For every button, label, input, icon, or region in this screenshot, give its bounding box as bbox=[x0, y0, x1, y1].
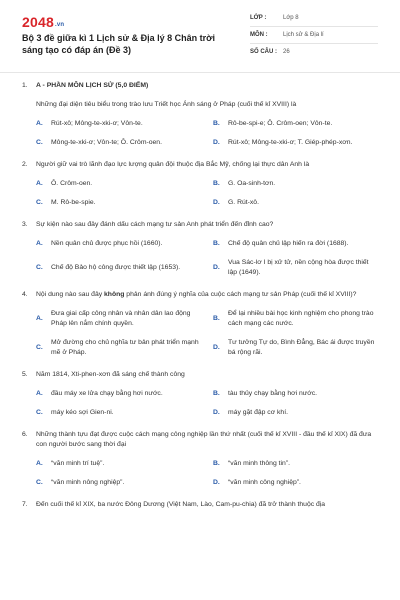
option-text: Mông-te-xki-ơ; Vôn-te; Ô. Crôm-oen. bbox=[51, 139, 162, 146]
option-text: Rút-xô; Mông-te-xki-ơ; Vôn-te. bbox=[51, 120, 143, 127]
option-a[interactable] bbox=[36, 239, 201, 249]
meta-value: 26 bbox=[283, 49, 290, 55]
option-text: G. Oa-sinh-tơn. bbox=[228, 180, 276, 187]
option-text: Chế độ quân chủ lập hiến ra đời (1688). bbox=[228, 240, 349, 247]
question-2 bbox=[22, 160, 378, 208]
option-text: Rút-xô; Mông-te-xki-ơ; T. Giép-phép-xơn. bbox=[228, 139, 353, 146]
option-text: Vua Sác-lơ I bị xử tử, nền cộng hòa được thiết lập (1649). bbox=[228, 259, 369, 276]
option-text: “văn minh công nghiệp”. bbox=[228, 479, 301, 486]
question-text-part: phản ánh đúng ý nghĩa của cuộc cách mạng tư sản Pháp (cuối thế kỉ XVIII)? bbox=[124, 291, 357, 298]
option-text: Chế độ Bảo hộ công được thiết lập (1653). bbox=[51, 264, 181, 271]
question-number: 1. bbox=[22, 82, 28, 89]
logo-text: 2048 bbox=[22, 14, 54, 30]
question-text: Năm 1814, Xti-phen-xơn đã sáng chế thành công bbox=[36, 371, 185, 378]
option-letter: D. bbox=[213, 479, 220, 486]
meta-row-count bbox=[250, 44, 378, 60]
option-letter: C. bbox=[36, 344, 43, 351]
meta-label: SỐ CÂU : bbox=[250, 49, 277, 55]
option-c[interactable] bbox=[36, 198, 201, 208]
option-text: Đưa giai cấp công nhân và nhân dân lao động Pháp lên nắm chính quyền. bbox=[51, 310, 191, 327]
question-7 bbox=[22, 500, 378, 510]
option-letter: B. bbox=[213, 240, 220, 247]
meta-info bbox=[250, 10, 378, 60]
question-number: 6. bbox=[22, 431, 28, 438]
question-text: Sự kiện nào sau đây đánh dấu cách mạng tư sản Anh phát triển đến đỉnh cao? bbox=[36, 221, 274, 228]
option-letter: D. bbox=[213, 344, 220, 351]
question-number: 7. bbox=[22, 501, 28, 508]
option-text: Ô. Crôm-oen. bbox=[51, 180, 93, 187]
option-text: máy gặt đập cơ khí. bbox=[228, 409, 288, 416]
option-letter: D. bbox=[213, 139, 220, 146]
option-letter: A. bbox=[36, 390, 43, 397]
option-letter: C. bbox=[36, 264, 43, 271]
option-a[interactable] bbox=[36, 179, 201, 189]
option-letter: C. bbox=[36, 479, 43, 486]
option-letter: B. bbox=[213, 460, 220, 467]
option-b[interactable] bbox=[213, 239, 378, 249]
question-text: Những thành tựu đạt được cuộc cách mạng công nghiệp lần thứ nhất (cuối thế kỉ XVIII - đầu thế kỉ XIX) đã đưa con người bước sang thời đại bbox=[36, 431, 372, 448]
question-number: 2. bbox=[22, 161, 28, 168]
option-letter: C. bbox=[36, 409, 43, 416]
question-number: 4. bbox=[22, 291, 28, 298]
meta-row-subject bbox=[250, 27, 378, 44]
meta-label: LỚP : bbox=[250, 15, 267, 21]
option-letter: A. bbox=[36, 180, 43, 187]
question-3 bbox=[22, 220, 378, 278]
option-a[interactable] bbox=[36, 389, 201, 399]
option-letter: B. bbox=[213, 390, 220, 397]
option-c[interactable] bbox=[36, 258, 201, 278]
question-text-part: Nội dung nào sau đây bbox=[36, 291, 105, 298]
option-d[interactable] bbox=[213, 408, 378, 418]
option-letter: B. bbox=[213, 120, 220, 127]
option-letter: A. bbox=[36, 460, 43, 467]
option-text: G. Rút-xô. bbox=[228, 199, 259, 206]
site-logo[interactable] bbox=[22, 14, 64, 30]
option-text: M. Rô-be-spie. bbox=[51, 199, 96, 206]
question-text: Những đại diện tiêu biểu trong trào lưu Triết học Ánh sáng ở Pháp (cuối thế kỉ XVIII) là bbox=[36, 101, 297, 108]
option-letter: B. bbox=[213, 315, 220, 322]
option-d[interactable] bbox=[213, 258, 378, 278]
option-c[interactable] bbox=[36, 338, 201, 358]
option-text: tàu thủy chạy bằng hơi nước. bbox=[228, 390, 318, 397]
question-1 bbox=[22, 81, 378, 148]
option-a[interactable] bbox=[36, 459, 201, 469]
section-title: A - PHẦN MÔN LỊCH SỬ (5,0 ĐIỂM) bbox=[36, 82, 149, 89]
question-text: Đến cuối thế kỉ XIX, ba nước Đông Dương (Việt Nam, Lào, Cam-pu-chia) đã trở thành thuộc địa bbox=[36, 501, 326, 508]
meta-label: MÔN : bbox=[250, 32, 268, 38]
option-a[interactable] bbox=[36, 309, 201, 329]
option-c[interactable] bbox=[36, 138, 201, 148]
option-b[interactable] bbox=[213, 119, 378, 129]
option-text: máy kéo sợi Gien-ni. bbox=[51, 409, 114, 416]
question-5 bbox=[22, 370, 378, 418]
meta-value: Lịch sử & Địa lí bbox=[283, 32, 324, 38]
option-d[interactable] bbox=[213, 138, 378, 148]
option-text: “văn minh thông tin”. bbox=[228, 460, 290, 467]
option-letter: D. bbox=[213, 409, 220, 416]
option-text: Rô-be-spi-e; Ô. Crôm-oen; Vôn-te. bbox=[228, 120, 333, 127]
option-c[interactable] bbox=[36, 478, 201, 488]
option-text: Nền quân chủ được phục hồi (1660). bbox=[51, 240, 163, 247]
question-number: 5. bbox=[22, 371, 28, 378]
option-text: Để lại nhiều bài học kinh nghiệm cho phong trào cách mạng các nước. bbox=[228, 310, 374, 327]
meta-value: Lớp 8 bbox=[283, 15, 299, 21]
option-text: Mở đường cho chủ nghĩa tư bản phát triển mạnh mẽ ở Pháp. bbox=[51, 339, 199, 356]
option-c[interactable] bbox=[36, 408, 201, 418]
option-d[interactable] bbox=[213, 198, 378, 208]
question-number: 3. bbox=[22, 221, 28, 228]
question-4 bbox=[22, 290, 378, 358]
option-d[interactable] bbox=[213, 478, 378, 488]
logo-suffix: .vn bbox=[54, 22, 65, 28]
option-b[interactable] bbox=[213, 309, 378, 329]
option-text: “văn minh trí tuệ”. bbox=[51, 460, 105, 467]
option-d[interactable] bbox=[213, 338, 378, 358]
option-text: Tư tưởng Tự do, Bình Đẳng, Bác ái được truyền bá rộng rãi. bbox=[228, 339, 375, 356]
option-text: “văn minh nông nghiệp”. bbox=[51, 479, 125, 486]
question-text: Người giữ vai trò lãnh đạo lực lượng quân đội thuộc địa Bắc Mỹ, chống lại thực dân Anh là bbox=[36, 161, 310, 168]
option-b[interactable] bbox=[213, 179, 378, 189]
option-letter: D. bbox=[213, 264, 220, 271]
option-letter: A. bbox=[36, 240, 43, 247]
question-list bbox=[0, 73, 400, 510]
page-title: Bộ 3 đề giữa kì 1 Lịch sử & Địa lý 8 Chân trời sáng tạo có đáp án (Đề 3) bbox=[22, 33, 215, 55]
document-header bbox=[0, 0, 400, 73]
question-6 bbox=[22, 430, 378, 488]
option-letter: B. bbox=[213, 180, 220, 187]
option-letter: A. bbox=[36, 315, 43, 322]
option-letter: C. bbox=[36, 139, 43, 146]
meta-row-class bbox=[250, 10, 378, 27]
option-letter: A. bbox=[36, 120, 43, 127]
option-text: đầu máy xe lửa chạy bằng hơi nước. bbox=[51, 390, 163, 397]
question-text bbox=[36, 290, 378, 300]
option-b[interactable] bbox=[213, 389, 378, 399]
option-a[interactable] bbox=[36, 119, 201, 129]
option-letter: D. bbox=[213, 199, 220, 206]
option-b[interactable] bbox=[213, 459, 378, 469]
option-letter: C. bbox=[36, 199, 43, 206]
question-emphasis: không bbox=[104, 291, 125, 298]
